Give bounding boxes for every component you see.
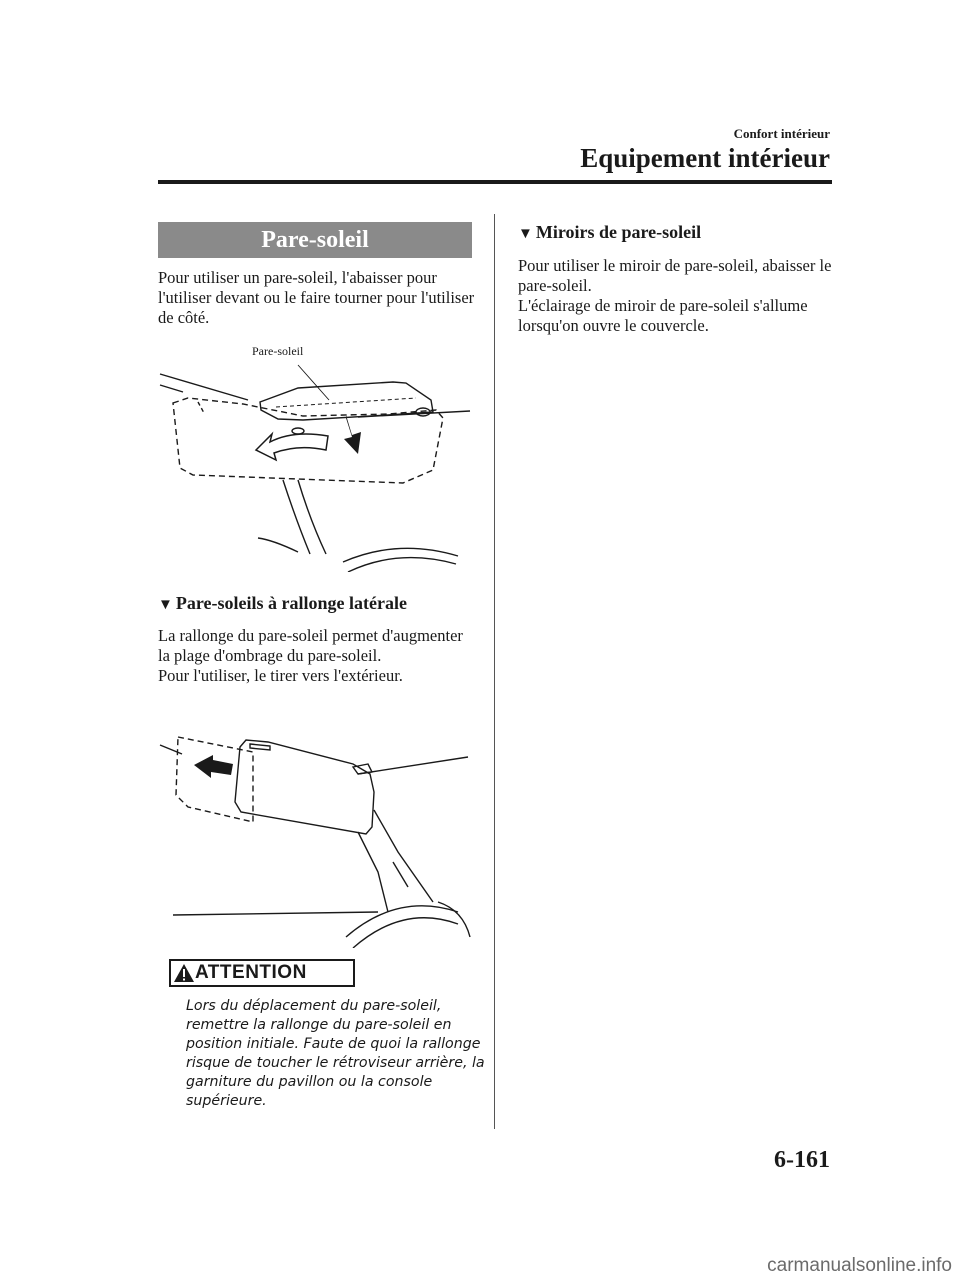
- section-title: Pare-soleil: [158, 222, 472, 258]
- attention-label: ATTENTION: [195, 962, 307, 983]
- warning-triangle-icon: [173, 963, 195, 983]
- mirrors-text-1: Pour utiliser le miroir de pare-soleil, abaisser le pare-soleil.: [518, 256, 832, 295]
- running-header-chapter: Equipement intérieur: [580, 143, 830, 173]
- attention-text: Lors du déplacement du pare-soleil, remettre la rallonge du pare-soleil en position initiale. Faute de quoi la rallonge risque de toucher le rétroviseur arrière, la garniture du pavillon ou la console supérieure.: [186, 998, 485, 1109]
- extension-text-2: Pour l'utiliser, le tirer vers l'extérieur.: [158, 666, 403, 685]
- sun-visor-figure: [158, 340, 478, 572]
- subheading-mirrors: [518, 221, 838, 245]
- header-rule: [158, 180, 832, 184]
- subheading-text: Miroirs de pare-soleil: [535, 222, 702, 242]
- mirrors-text-2: L'éclairage de miroir de pare-soleil s'allume lorsqu'on ouvre le couvercle.: [518, 296, 808, 335]
- watermark: carmanualsonline.info: [767, 1255, 952, 1276]
- extension-paragraph: [158, 626, 478, 686]
- intro-paragraph: Pour utiliser un pare-soleil, l'abaisser pour l'utiliser devant ou le faire tourner pour l'utiliser de côté.: [158, 268, 475, 327]
- triangle-marker-icon: ▼: [518, 226, 533, 242]
- extension-text-1: La rallonge du pare-soleil permet d'augmenter la plage d'ombrage du pare-soleil.: [158, 626, 463, 665]
- triangle-marker-icon: ▼: [158, 597, 173, 613]
- running-header-section: Confort intérieur: [733, 126, 830, 141]
- page-number: 6-161: [774, 1147, 830, 1173]
- subheading-text: Pare-soleils à rallonge latérale: [175, 593, 407, 613]
- figure-callout-label: Pare-soleil: [252, 344, 304, 358]
- mirrors-paragraph: [518, 256, 838, 336]
- side-extension-figure: [158, 712, 478, 948]
- column-divider: [494, 214, 495, 1129]
- subheading-side-extension: [158, 592, 478, 616]
